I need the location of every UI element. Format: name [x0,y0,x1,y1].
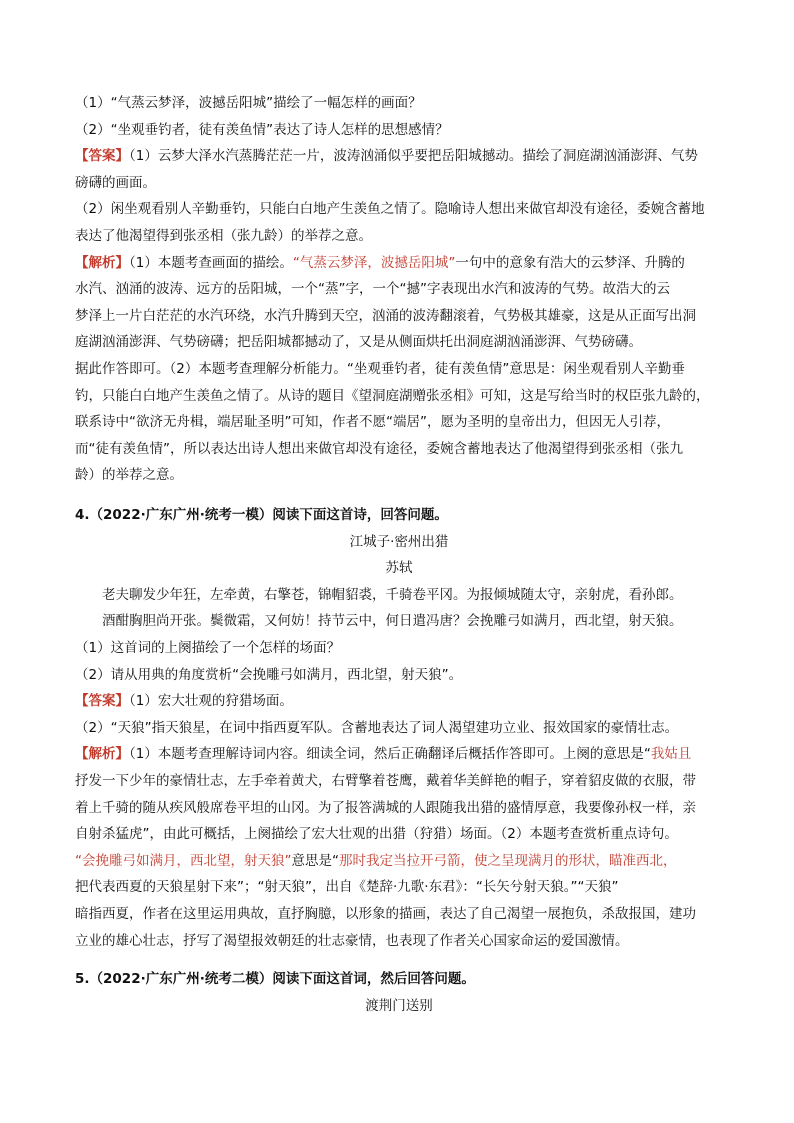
answer-line: 【答案】（1）宏大壮观的狩猎场面。 [75,693,293,710]
analysis-line: 暗指西夏，作者在这里运用典故，直抒胸臆，以形象的描画，表达了自己渴望一展抱负，杀敌报国，建功 [75,905,696,922]
answer-line: （2）闲坐观看别人辛勤垂钓，只能白白地产生羡鱼之情了。隐喻诗人想出来做官却没有途径，委婉含蓄地 [75,201,705,218]
analysis-label: 【解析】 [75,254,129,271]
poem-title: 渡荆门送别 [365,997,433,1014]
analysis-line: 梦泽上一片白茫茫的水汽环绕，水汽升腾到天空，汹涌的波涛翻滚着，气势极其雄豪，这是从正面写出洞 [75,307,696,324]
poem-author: 苏轼 [385,560,413,577]
analysis-label: 【解析】 [75,746,129,763]
quoted-verse: “气蒸云梦泽，波撼岳阳城” [292,254,456,271]
question-4-section [75,502,723,954]
quoted-verse: “会挽雕弓如满月，西北望，射天狼” [75,852,292,869]
analysis-line: 而“徒有羡鱼情”，所以表达出诗人想出来做官却没有途径，委婉含蓄地表达了他渴望得到张丞相（张九 [75,440,683,457]
quoted-translation: 我姑且 [650,746,692,763]
sub-question-1: （1）“气蒸云梦泽，波撼岳阳城”描绘了一幅怎样的画面？ [75,95,422,111]
poem-line: 老夫聊发少年狂，左牵黄，右擎苍，锦帽貂裘，千骑卷平冈。为报倾城随太守，亲射虎，看孙郎。 [102,586,683,603]
analysis-line: 着上千骑的随从疾风般席卷平坦的山冈。为了报答满城的人跟随我出猎的盛情厚意，我要像孙权一样，亲 [75,799,696,816]
answer-line: 【答案】（1）云梦大泽水汽蒸腾茫茫一片，波涛汹涌似乎要把岳阳城撼动。描绘了洞庭湖汹涌澎湃、气势 [75,148,698,165]
answer-line: （2）“天狼”指天狼星，在词中指西夏军队。含蓄地表达了词人渴望建功立业、报效国家的豪情壮志。 [75,719,679,736]
answer-label: 【答案】 [75,148,129,165]
analysis-line: 据此作答即可。（2）本题考查理解分析能力。“坐观垂钓者，徒有羡鱼情”意思是：闲坐观看别人辛勤垂 [75,360,685,377]
question-4-heading: 4.（2022·广东广州·统考一模）阅读下面这首诗，回答问题。 [75,507,448,523]
analysis-line: 联系诗中“欲济无舟楫，端居耻圣明”可知，作者不愿“端居”，愿为圣明的皇帝出力，但因无人引荐， [75,414,670,431]
analysis-line: 抒发一下少年的豪情壮志，左手牵着黄犬，右臂擎着苍鹰，戴着华美鲜艳的帽子，穿着貂皮做的衣服，带 [75,772,696,789]
analysis-line: 【解析】（1）本题考查画面的描绘。“气蒸云梦泽，波撼岳阳城”一句中的意象有浩大的云梦泽、升腾的 [75,254,685,271]
analysis-line: 水汽、汹涌的波涛、远方的岳阳城，一个“蒸”字，一个“撼”字表现出水汽和波涛的气势。故浩大的云 [75,281,670,298]
answer-line: 磅礴的画面。 [75,174,156,191]
sub-question-2: （2）“坐观垂钓者，徒有羡鱼情”表达了诗人怎样的思想感情？ [75,121,449,138]
sub-question-2: （2）请从用典的角度赏析“会挽雕弓如满月，西北望，射天狼”。 [75,666,463,683]
question-5-section [75,966,723,1019]
analysis-line: 自射杀猛虎”，由此可概括，上阕描绘了宏大壮观的出猎（狩猎）场面。（2）本题考查赏析重点诗句。 [75,826,678,843]
sub-question-1: （1）这首词的上阕描绘了一个怎样的场面？ [75,639,341,656]
analysis-line: 庭湖汹涌澎湃、气势磅礴；把岳阳城都撼动了，又是从侧面烘托出洞庭湖汹涌澎湃、气势磅礴。 [75,334,642,351]
analysis-line: 把代表西夏的天狼星射下来”；“射天狼”，出自《楚辞·九歌·东君》：“长矢兮射天狼。”“天狼” [75,879,619,896]
poem-title: 江城子·密州出猎 [349,533,449,550]
answer-label: 【答案】 [75,693,129,710]
poem-line: 酒酣胸胆尚开张。鬓微霜，又何妨！持节云中，何日遣冯唐？会挽雕弓如满月，西北望，射天狼。 [102,613,683,630]
question-5-heading: 5.（2022·广东广州·统考二模）阅读下面这首词，然后回答问题。 [75,971,475,987]
answer-line: 表达了他渴望得到张丞相（张九龄）的举荐之意。 [75,227,372,244]
analysis-line: 龄）的举荐之意。 [75,467,183,484]
analysis-line: 钓，只能白白地产生羡鱼之情了。从诗的题目《望洞庭湖赠张丞相》可知，这是写给当时的权臣张九龄的， [75,387,710,404]
question-3-section [75,90,723,489]
analysis-line: 立业的雄心壮志，抒写了渴望报效朝廷的壮志豪情，也表现了作者关心国家命运的爱国激情。 [75,932,629,949]
quoted-translation: 那时我定当拉开弓箭，使之呈现满月的形状，瞄准西北， [339,852,677,869]
analysis-line: “会挽雕弓如满月，西北望，射天狼”意思是“那时我定当拉开弓箭，使之呈现满月的形状，瞄准西北， [75,852,677,869]
analysis-line: 【解析】（1）本题考查理解诗词内容。细读全词，然后正确翻译后概括作答即可。上阕的意思是“我姑且 [75,746,692,763]
